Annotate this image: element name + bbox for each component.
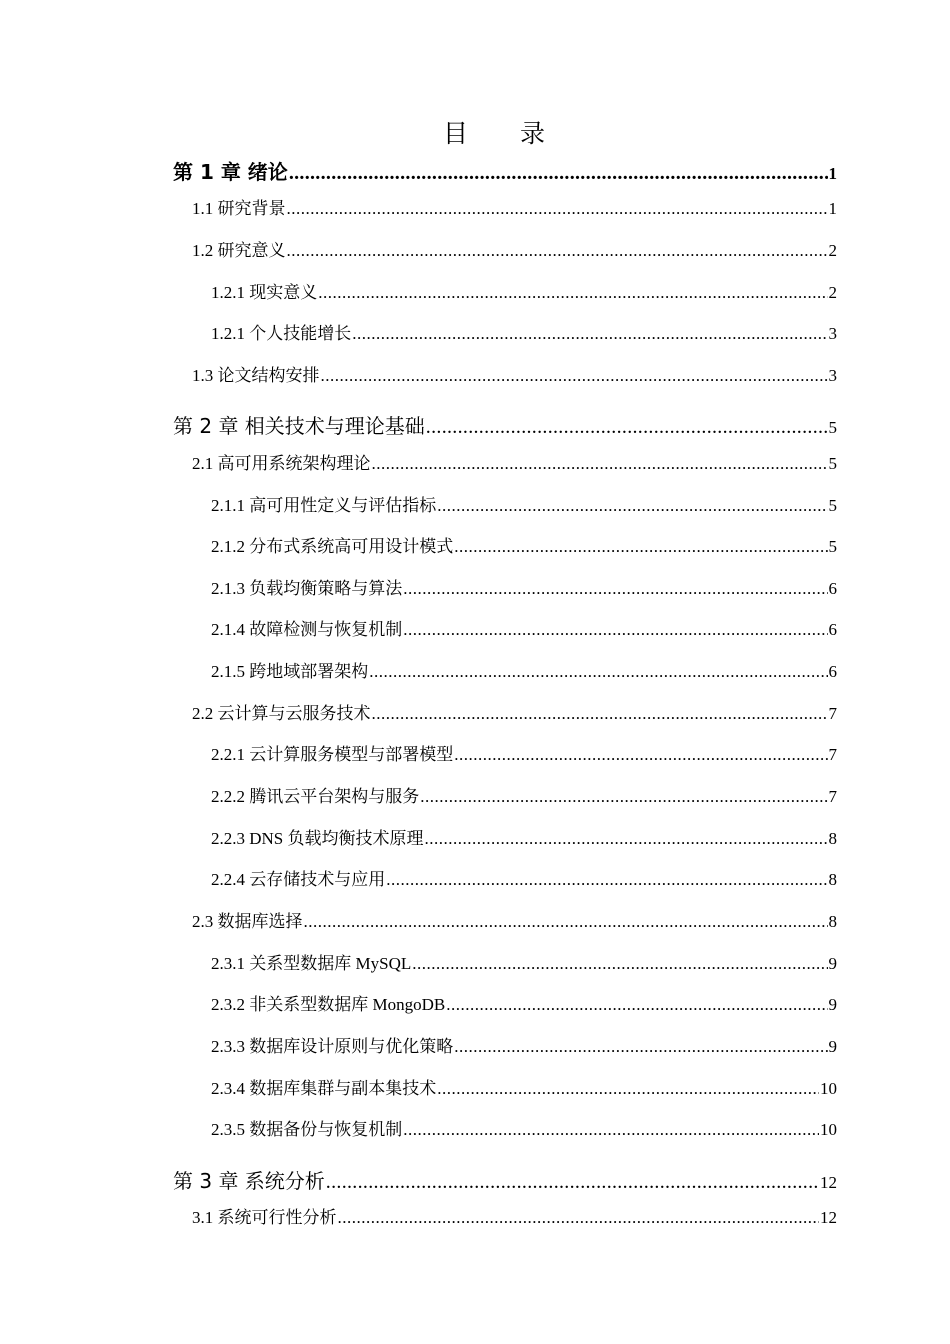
dot-leader: [437, 496, 827, 516]
toc-chapter-entry[interactable]: [173, 1165, 837, 1194]
dot-leader: [420, 787, 827, 807]
toc-page-number: 5: [828, 496, 837, 515]
dot-leader: [426, 416, 828, 439]
toc-page-number: 3: [828, 366, 837, 385]
dot-leader: [437, 1079, 819, 1099]
dot-leader: [304, 912, 828, 932]
toc-entry-label: 1.2 研究意义: [192, 241, 286, 260]
toc-page-number: 6: [828, 620, 837, 639]
toc-chapter-entry[interactable]: [173, 410, 837, 439]
toc-entry-label: 1.3 论文结构安排: [192, 366, 320, 385]
toc-subsection-entry[interactable]: [211, 574, 837, 599]
toc-page-number: 8: [828, 829, 837, 848]
toc-page-number: 6: [828, 662, 837, 681]
toc-entry-label: 1.2.1 现实意义: [211, 283, 318, 302]
toc-page-number: 3: [828, 324, 837, 343]
toc-page-number: 8: [828, 912, 837, 931]
dot-leader: [412, 954, 827, 974]
toc-subsection-entry[interactable]: [211, 949, 837, 974]
toc-section-entry[interactable]: [192, 449, 837, 474]
dot-leader: [287, 199, 828, 219]
toc-subsection-entry[interactable]: [211, 491, 837, 516]
toc-entry-label: 2.1.3 负载均衡策略与算法: [211, 579, 403, 598]
dot-leader: [369, 662, 827, 682]
toc-subsection-entry[interactable]: [211, 1115, 837, 1140]
toc-entry-label: 2.1.1 高可用性定义与评估指标: [211, 496, 437, 515]
toc-entry-label: 2.1.4 故障检测与恢复机制: [211, 620, 403, 639]
toc-entry-label: 2.3.5 数据备份与恢复机制: [211, 1120, 403, 1139]
toc-page-number: 7: [828, 745, 837, 764]
toc-subsection-entry[interactable]: [211, 1074, 837, 1099]
dot-leader: [318, 283, 827, 303]
toc-entry-label: 2.1.2 分布式系统高可用设计模式: [211, 537, 454, 556]
toc-page-number: 5: [828, 537, 837, 556]
toc-entry-label: 2.3.1 关系型数据库 MySQL: [211, 954, 412, 973]
dot-leader: [372, 704, 828, 724]
toc-entry-label: 1.2.1 个人技能增长: [211, 324, 352, 343]
toc-entry-label: 2.1 高可用系统架构理论: [192, 454, 371, 473]
dot-leader: [352, 324, 827, 344]
toc-page-number: 1: [828, 199, 837, 218]
toc-page-number: 12: [820, 1173, 837, 1192]
dot-leader: [289, 162, 828, 185]
toc-page-number: 12: [820, 1208, 837, 1227]
toc-subsection-entry[interactable]: [211, 278, 837, 303]
toc-chapter-entry[interactable]: [173, 156, 837, 185]
toc-entry-label: 2.3.2 非关系型数据库 MongoDB: [211, 995, 446, 1014]
toc-subsection-entry[interactable]: [211, 532, 837, 557]
toc-page-number: 9: [828, 1037, 837, 1056]
toc-subsection-entry[interactable]: [211, 1032, 837, 1057]
dot-leader: [403, 579, 827, 599]
dot-leader: [372, 454, 828, 474]
dot-leader: [454, 745, 827, 765]
toc-entry-label: 2.2.4 云存储技术与应用: [211, 870, 386, 889]
toc-entry-label: 2.3.4 数据库集群与副本集技术: [211, 1079, 437, 1098]
toc-page-number: 1: [828, 164, 837, 183]
dot-leader: [454, 537, 827, 557]
toc-entry-label: 第 3 章 系统分析: [173, 1169, 325, 1193]
toc-entry-label: 2.2.2 腾讯云平台架构与服务: [211, 787, 420, 806]
toc-page-number: 10: [820, 1120, 837, 1139]
toc-entry-label: 2.2.3 DNS 负载均衡技术原理: [211, 829, 424, 848]
dot-leader: [446, 995, 827, 1015]
dot-leader: [403, 620, 827, 640]
toc-entry-label: 2.2.1 云计算服务模型与部署模型: [211, 745, 454, 764]
toc-subsection-entry[interactable]: [211, 824, 837, 849]
toc-page-number: 9: [828, 995, 837, 1014]
dot-leader: [326, 1171, 819, 1194]
toc-subsection-entry[interactable]: [211, 865, 837, 890]
toc-title: 目 录: [443, 119, 567, 148]
toc-entry-label: 3.1 系统可行性分析: [192, 1208, 337, 1227]
toc-entry-label: 2.3 数据库选择: [192, 912, 303, 931]
toc-page-number: 5: [828, 454, 837, 473]
toc-page-number: 8: [828, 870, 837, 889]
dot-leader: [425, 829, 828, 849]
toc-page-number: 7: [828, 787, 837, 806]
toc-subsection-entry[interactable]: [211, 782, 837, 807]
toc-subsection-entry[interactable]: [211, 615, 837, 640]
toc-page-number: 10: [820, 1079, 837, 1098]
toc-entry-label: 2.3.3 数据库设计原则与优化策略: [211, 1037, 454, 1056]
toc-entry-label: 2.1.5 跨地域部署架构: [211, 662, 369, 681]
dot-leader: [386, 870, 827, 890]
dot-leader: [321, 366, 828, 386]
toc-section-entry[interactable]: [192, 236, 837, 261]
dot-leader: [403, 1120, 819, 1140]
toc-section-entry[interactable]: [192, 699, 837, 724]
toc-subsection-entry[interactable]: [211, 990, 837, 1015]
dot-leader: [454, 1037, 827, 1057]
toc-section-entry[interactable]: [192, 194, 837, 219]
toc-page-number: 2: [828, 283, 837, 302]
toc-page-number: 7: [828, 704, 837, 723]
toc-subsection-entry[interactable]: [211, 319, 837, 344]
toc-entry-label: 第 1 章 绪论: [173, 160, 288, 184]
toc-entry-label: 第 2 章 相关技术与理论基础: [173, 414, 425, 438]
toc-entry-label: 1.1 研究背景: [192, 199, 286, 218]
toc-section-entry[interactable]: [192, 361, 837, 386]
toc-section-entry[interactable]: [192, 907, 837, 932]
toc-page-number: 6: [828, 579, 837, 598]
toc-page-number: 2: [828, 241, 837, 260]
toc-section-entry[interactable]: [192, 1203, 837, 1228]
toc-subsection-entry[interactable]: [211, 657, 837, 682]
toc-page-number: 9: [828, 954, 837, 973]
toc-subsection-entry[interactable]: [211, 740, 837, 765]
toc-entry-label: 2.2 云计算与云服务技术: [192, 704, 371, 723]
dot-leader: [338, 1208, 820, 1228]
toc-page-number: 5: [828, 418, 837, 437]
dot-leader: [287, 241, 828, 261]
